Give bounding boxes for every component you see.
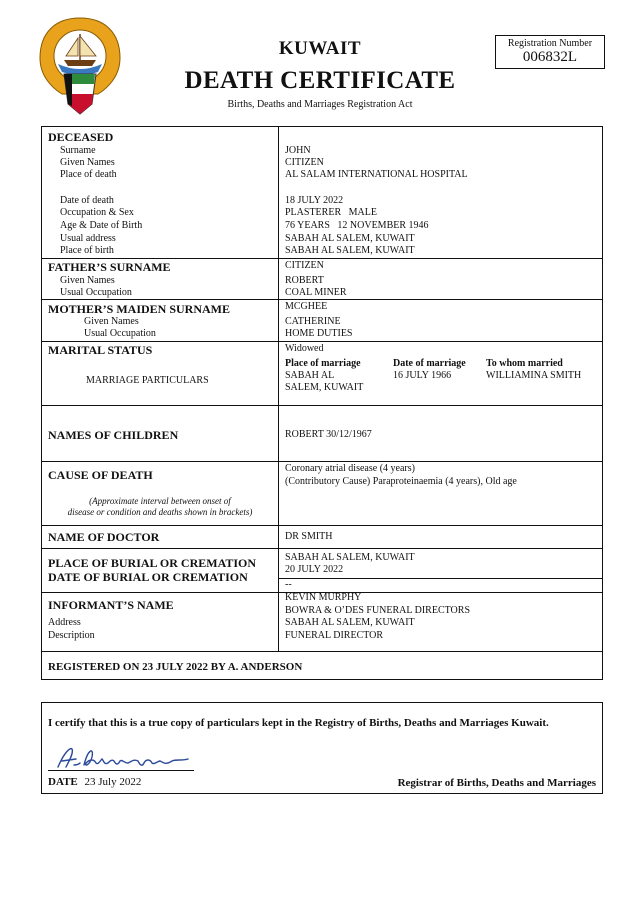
mother-value: CATHERINE (285, 316, 341, 327)
father-value: ROBERT (285, 275, 324, 286)
father-value: COAL MINER (285, 287, 347, 298)
deceased-value: PLASTERER MALE (285, 207, 377, 218)
children-value: ROBERT 30/12/1967 (285, 429, 372, 440)
cause-line: (Contributory Cause) Paraproteinaemia (4 years), Old age (285, 476, 517, 487)
deceased-value: 18 JULY 2022 (285, 195, 344, 206)
marriage-particulars-label: MARRIAGE PARTICULARS (86, 375, 209, 386)
deceased-value: SABAH AL SALEM, KUWAIT (285, 233, 415, 244)
informant-heading: INFORMANT’S NAME (48, 598, 174, 612)
informant-org: BOWRA & O’DES FUNERAL DIRECTORS (285, 605, 471, 616)
registered-line: REGISTERED ON 23 JULY 2022 BY A. ANDERSON (48, 661, 303, 673)
informant-description: FUNERAL DIRECTOR (285, 630, 384, 641)
registration-box (495, 35, 605, 69)
divider (42, 341, 602, 342)
divider (279, 578, 602, 579)
registration-label: Registration Number (507, 38, 593, 49)
cause-note: disease or condition and deaths shown in brackets) (67, 507, 253, 517)
certification-box (41, 702, 603, 794)
informant-name: KEVIN MURPHY (285, 592, 362, 603)
deceased-label: Place of birth (60, 245, 114, 256)
deceased-value: JOHN (285, 145, 311, 156)
burial-date: 20 JULY 2022 (285, 564, 344, 575)
burial-extra: -- (285, 579, 292, 590)
document-title: DEATH CERTIFICATE (184, 67, 456, 94)
deceased-label: Surname (60, 145, 96, 156)
to-whom-married-header: To whom married (486, 358, 563, 369)
certification-date (48, 776, 141, 788)
divider (42, 405, 602, 406)
deceased-heading: DECEASED (48, 130, 114, 144)
country-title: KUWAIT (278, 38, 362, 59)
kuwait-emblem-icon (34, 14, 126, 120)
deceased-label: Place of death (60, 169, 117, 180)
registration-number: 006832L (522, 49, 578, 65)
father-surname: CITIZEN (285, 260, 324, 271)
burial-place: SABAH AL SALEM, KUWAIT (285, 552, 415, 563)
registrar-title: Registrar of Births, Deaths and Marriages (397, 777, 596, 789)
divider (42, 258, 602, 259)
deceased-label: Date of death (60, 195, 114, 206)
deceased-value: CITIZEN (285, 157, 324, 168)
divider (42, 461, 602, 462)
children-heading: NAMES OF CHILDREN (48, 428, 179, 442)
divider (42, 548, 602, 549)
cause-heading: CAUSE OF DEATH (48, 468, 153, 482)
mother-heading: MOTHER’S MAIDEN SURNAME (48, 302, 231, 316)
place-of-marriage: SALEM, KUWAIT (285, 382, 364, 393)
deceased-label: Age & Date of Birth (60, 220, 143, 231)
description-label: Description (48, 630, 95, 641)
place-of-marriage: SABAH AL (285, 370, 335, 381)
divider (42, 299, 602, 300)
mother-surname: MCGHEE (285, 301, 328, 312)
marital-status: Widowed (285, 343, 324, 354)
cause-note: (Approximate interval between onset of (89, 496, 231, 506)
date-of-marriage-header: Date of marriage (393, 358, 466, 369)
cause-line: Coronary atrial disease (4 years) (285, 463, 415, 474)
date-value: 23 July 2022 (84, 776, 142, 788)
divider (42, 525, 602, 526)
burial-place-heading: PLACE OF BURIAL OR CREMATION (48, 556, 257, 570)
mother-label: Usual Occupation (84, 328, 156, 339)
date-of-marriage: 16 JULY 1966 (393, 370, 452, 381)
marital-heading: MARITAL STATUS (48, 343, 153, 357)
father-label: Usual Occupation (60, 287, 132, 298)
column-divider (278, 127, 279, 651)
deceased-label: Usual address (60, 233, 116, 244)
place-of-marriage-header: Place of marriage (285, 358, 361, 369)
deceased-label: Occupation & Sex (60, 207, 134, 218)
mother-value: HOME DUTIES (285, 328, 353, 339)
doctor-value: DR SMITH (285, 531, 333, 542)
father-heading: FATHER’S SURNAME (48, 260, 171, 274)
deceased-value: 76 YEARS 12 NOVEMBER 1946 (285, 220, 429, 231)
doctor-heading: NAME OF DOCTOR (48, 530, 160, 544)
to-whom-married: WILLIAMINA SMITH (486, 370, 582, 381)
deceased-value: SABAH AL SALEM, KUWAIT (285, 245, 415, 256)
burial-date-heading: DATE OF BURIAL OR CREMATION (48, 570, 248, 584)
mother-label: Given Names (84, 316, 139, 327)
deceased-value: AL SALAM INTERNATIONAL HOSPITAL (285, 169, 468, 180)
deceased-label: Given Names (60, 157, 115, 168)
divider (42, 651, 602, 652)
document-subtitle: Births, Deaths and Marriages Registration Act (227, 99, 413, 110)
informant-address: SABAH AL SALEM, KUWAIT (285, 617, 415, 628)
date-label: DATE (48, 776, 78, 788)
address-label: Address (48, 617, 81, 628)
signature-line (48, 770, 194, 771)
certificate-table (41, 126, 603, 680)
father-label: Given Names (60, 275, 115, 286)
certification-text: I certify that this is a true copy of particulars kept in the Registry of Births, Deaths and Marriages Kuwait. (48, 717, 549, 729)
